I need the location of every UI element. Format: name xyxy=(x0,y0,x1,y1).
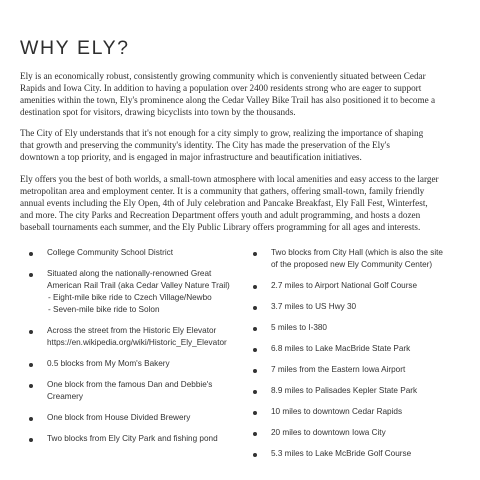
features-list-right xyxy=(251,247,467,469)
bullet-icon xyxy=(253,411,257,415)
features-list-left xyxy=(27,247,243,454)
list-item-label: 10 miles to downtown Cedar Rapids xyxy=(271,407,403,416)
paragraph-line: The City of Ely understands that it's not enough for a city simply to grow, realizing the importance of shaping xyxy=(20,128,424,138)
bullet-icon xyxy=(29,384,33,388)
bullet-icon xyxy=(253,453,257,457)
bullet-icon xyxy=(29,330,33,334)
list-item-bakery xyxy=(27,358,243,370)
list-item-label: College Community School District xyxy=(47,248,174,257)
paragraph-line: that growth and preserving the community's identity. The City has made the preservation of the Ely's xyxy=(20,140,390,150)
paragraph-line: Ely offers you the best of both worlds, a small-town atmosphere with local amenities and easy access to the larger xyxy=(20,174,439,184)
list-item-label: Two blocks from Ely City Park and fishing pond xyxy=(47,434,218,443)
list-item-mcbride-golf xyxy=(251,448,467,460)
paragraph-line: downtown a top priority, and is engaged in major infrastructure and beautification initiatives. xyxy=(20,152,362,162)
list-item-golf-national xyxy=(251,280,467,292)
list-item-cedar-rapids xyxy=(251,406,467,418)
list-item-park xyxy=(27,433,243,445)
list-item-label: 20 miles to downtown Iowa City xyxy=(271,428,386,437)
bullet-icon xyxy=(253,390,257,394)
paragraph-line: metropolitan area and employment center. It is a community that gathers, offering small-town, family friendly xyxy=(20,186,425,196)
list-item-label: 2.7 miles to Airport National Golf Course xyxy=(271,281,418,290)
list-item-label: Creamery xyxy=(47,392,83,401)
list-item-label: Two blocks from City Hall (which is also the site xyxy=(271,248,443,257)
bullet-icon xyxy=(253,306,257,310)
elevator-wiki-link[interactable]: https://en.wikipedia.org/wiki/Historic_Ely_Elevator xyxy=(47,338,227,347)
bullet-icon xyxy=(253,285,257,289)
list-item-label: 6.8 miles to Lake MacBride State Park xyxy=(271,344,411,353)
intro-paragraph xyxy=(20,70,466,118)
list-item-macbride-park xyxy=(251,343,467,355)
list-item-label: 0.5 blocks from My Mom's Bakery xyxy=(47,359,170,368)
bullet-icon xyxy=(253,252,257,256)
list-subitem-label: - Eight-mile bike ride to Czech Village/Newbo xyxy=(48,293,212,302)
list-item-label: American Rail Trail (aka Cedar Valley Nature Trail) xyxy=(47,281,230,290)
bullet-icon xyxy=(29,273,33,277)
bullet-icon xyxy=(253,348,257,352)
list-item-school xyxy=(27,247,243,259)
list-item-label: 5.3 miles to Lake McBride Golf Course xyxy=(271,449,412,458)
paragraph-line: amenities within the town, Ely's prominence along the Cedar Valley Bike Trail has also positioned it to become a xyxy=(20,95,436,105)
list-item-label: 5 miles to I-380 xyxy=(271,323,327,332)
paragraph-line: Rapids and Iowa City. In addition to having a population over 2400 residents strong who are eager to support xyxy=(20,83,422,93)
list-item-trail xyxy=(27,268,243,316)
list-item-label: 3.7 miles to US Hwy 30 xyxy=(271,302,357,311)
paragraph-line: and more. The city Parks and Recreation Department offers youth and adult programming, and hosts a dozen xyxy=(20,210,421,220)
paragraph-line: annual events including the Ely Open, 4th of July celebration and Pancake Breakfast, Ely Fall Fest, Winterfest, xyxy=(20,198,428,208)
bullet-icon xyxy=(29,438,33,442)
list-item-label: One block from the famous Dan and Debbie's xyxy=(47,380,213,389)
list-item-brewery xyxy=(27,412,243,424)
bullet-icon xyxy=(29,363,33,367)
list-item-iowa-city xyxy=(251,427,467,439)
list-item-i380 xyxy=(251,322,467,334)
preservation-paragraph xyxy=(20,127,466,163)
page-title: WHY ELY? xyxy=(20,37,130,59)
list-item-city-hall xyxy=(251,247,467,271)
list-item-label: Across the street from the Historic Ely Elevator xyxy=(47,326,217,335)
paragraph-line: Ely is an economically robust, consistently growing community which is conveniently situated between Cedar xyxy=(20,71,426,81)
bullet-icon xyxy=(29,417,33,421)
list-item-airport xyxy=(251,364,467,376)
bullet-icon xyxy=(253,327,257,331)
list-item-label: 7 miles from the Eastern Iowa Airport xyxy=(271,365,406,374)
list-item-label: Situated along the nationally-renowned Great xyxy=(47,269,212,278)
list-item-label: One block from House Divided Brewery xyxy=(47,413,191,422)
bullet-icon xyxy=(253,432,257,436)
bullet-icon xyxy=(253,369,257,373)
community-paragraph xyxy=(20,173,466,233)
list-item-creamery xyxy=(27,379,243,403)
paragraph-line: destination spot for visitors, drawing bicyclists into town by the thousands. xyxy=(20,107,296,117)
list-subitem-label: - Seven-mile bike ride to Solon xyxy=(48,305,160,314)
bullet-icon xyxy=(29,252,33,256)
list-item-label: 8.9 miles to Palisades Kepler State Park xyxy=(271,386,418,395)
list-item-label: of the proposed new Ely Community Center) xyxy=(271,260,433,269)
list-item-elevator xyxy=(27,325,243,349)
list-item-kepler xyxy=(251,385,467,397)
paragraph-line: baseball tournaments each summer, and the Ely Public Library offers programming for all ages and interests. xyxy=(20,222,421,232)
list-item-hwy30 xyxy=(251,301,467,313)
